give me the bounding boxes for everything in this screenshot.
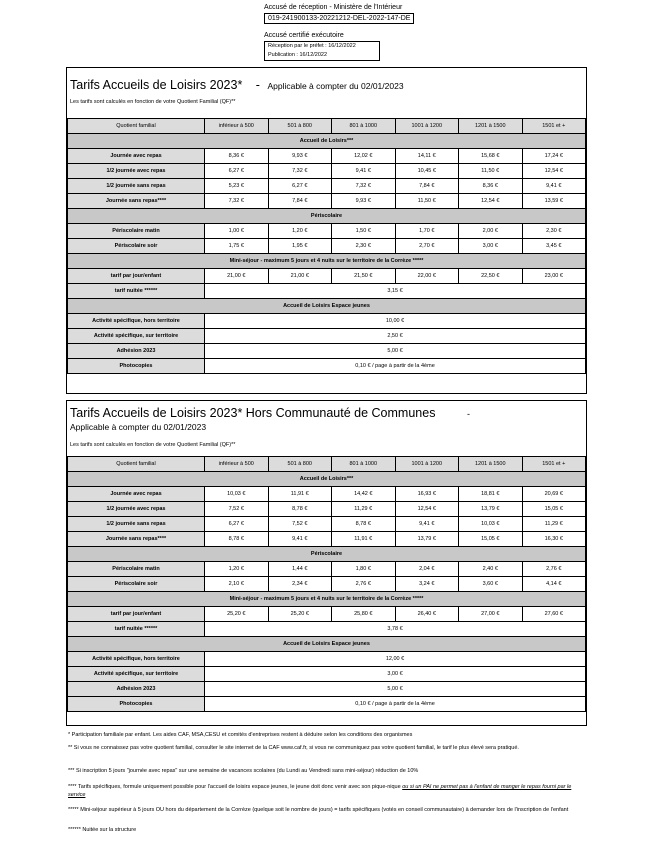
table-row: Photocopies 0,10 € / page à partir de la 4ème (68, 359, 586, 374)
table-row: 1/2 journée avec repas 7,52 € 8,78 € 11,29 € 12,54 € 13,79 € 15,05 € (68, 502, 586, 517)
table-row: Périscolaire soir 2,10 € 2,34 € 2,76 € 3,24 € 3,60 € 4,14 € (68, 577, 586, 592)
stamp-received: Réception par le préfet : 16/12/2022 (268, 43, 356, 49)
table-note: Les tarifs sont calculés en fonction de votre Quotient Familial (QF)** (70, 99, 236, 105)
table-row: Adhésion 2023 5,00 € (68, 344, 586, 359)
table-row: tarif nuitée ****** 3,78 € (68, 622, 586, 637)
table-row: Activité spécifique, sur territoire 3,00 € (68, 667, 586, 682)
tariff-grid (67, 118, 586, 374)
stamp-dates (264, 41, 380, 61)
footnote-2: ** Si vous ne connaissez pas votre quotient familial, consulter le site internet de la CAF www.caf.fr, si vous ne communiquez pas votre quotient familial, le tarif le plus élevé sera pratiqué. (68, 745, 519, 751)
table-row: Périscolaire matin 1,20 € 1,44 € 1,80 € 2,04 € 2,40 € 2,76 € (68, 562, 586, 577)
table-row: 1/2 journée sans repas 5,23 € 6,27 € 7,32 € 7,84 € 8,36 € 9,41 € (68, 179, 586, 194)
header-row: Quotient familial inférieur à 500 501 à 800 801 à 1000 1001 à 1200 1201 à 1500 1501 et + (68, 119, 586, 134)
table-row: tarif par jour/enfant 25,20 € 25,20 € 25,80 € 26,40 € 27,00 € 27,60 € (68, 607, 586, 622)
table-row: Activité spécifique, sur territoire 2,50 € (68, 329, 586, 344)
stamp-certified: Accusé certifié exécutoire (264, 32, 344, 39)
table-row: 1/2 journée avec repas 6,27 € 7,32 € 9,41 € 10,45 € 11,50 € 12,54 € (68, 164, 586, 179)
section-row: Accueil de Loisirs*** (68, 472, 586, 487)
reception-stamp (264, 3, 414, 24)
header-row: Quotient familial inférieur à 500 501 à 800 801 à 1000 1001 à 1200 1201 à 1500 1501 et + (68, 457, 586, 472)
section-row: Accueil de Loisirs Espace jeunes (68, 299, 586, 314)
stamp-reference: 019-241900133-20221212-DEL-2022-147-DE (264, 13, 414, 24)
table-subtitle: Applicable à compter du 02/01/2023 (70, 422, 207, 432)
table-row: Journée avec repas 8,36 € 9,93 € 12,02 € 14,11 € 15,68 € 17,24 € (68, 149, 586, 164)
table-row: Périscolaire matin 1,00 € 1,20 € 1,50 € 1,70 € 2,00 € 2,30 € (68, 224, 586, 239)
table-row: Adhésion 2023 5,00 € (68, 682, 586, 697)
table-row: Journée avec repas 10,03 € 11,91 € 14,42 € 16,93 € 18,81 € 20,69 € (68, 487, 586, 502)
table-row: Périscolaire soir 1,75 € 1,95 € 2,30 € 2,70 € 3,00 € 3,45 € (68, 239, 586, 254)
tariff-table-resident (66, 67, 587, 394)
footnote-1: * Participation familiale par enfant. Les aides CAF, MSA,CESU et comités d'entreprises restent à déduire selon les conditions des organismes (68, 732, 413, 738)
section-row: Mini-séjour - maximum 5 jours et 4 nuits sur le territoire de la Corrèze ***** (68, 254, 586, 269)
table-row: tarif nuitée ****** 3,15 € (68, 284, 586, 299)
table-row: 1/2 journée sans repas 6,27 € 7,52 € 8,78 € 9,41 € 10,03 € 11,29 € (68, 517, 586, 532)
table-row: Journée sans repas**** 7,32 € 7,84 € 9,93 € 11,50 € 12,54 € 13,59 € (68, 194, 586, 209)
section-row: Accueil de Loisirs*** (68, 134, 586, 149)
section-row: Périscolaire (68, 547, 586, 562)
footnote-6: ****** Nuitée sur la structure (68, 827, 137, 833)
section-row: Périscolaire (68, 209, 586, 224)
table-title: Tarifs Accueils de Loisirs 2023* - Applicable à compter du 02/01/2023 (70, 78, 404, 92)
footnote-4: **** Tarifs spécifiques, formule uniquement possible pour l'accueil de loisirs espace jeunes, le jeune doit donc venir avec son pique-nique ou si un PAI ne permet pas à l'enfant de manger le repas fourni par le service (68, 784, 572, 798)
tariff-grid (67, 456, 586, 712)
stamp-title: Accusé de réception - Ministère de l'Intérieur (264, 4, 403, 11)
stamp-published: Publication : 16/12/2022 (268, 52, 328, 58)
table-row: tarif par jour/enfant 21,00 € 21,00 € 21,50 € 22,00 € 22,50 € 23,00 € (68, 269, 586, 284)
table-row: Activité spécifique, hors territoire 12,00 € (68, 652, 586, 667)
table-row: Photocopies 0,10 € / page à partir de la 4ème (68, 697, 586, 712)
section-row: Mini-séjour - maximum 5 jours et 4 nuits sur le territoire de la Corrèze ***** (68, 592, 586, 607)
table-row: Activité spécifique, hors territoire 10,00 € (68, 314, 586, 329)
tariff-table-non-resident (66, 400, 587, 726)
table-row: Journée sans repas**** 8,78 € 9,41 € 11,91 € 13,79 € 15,05 € 16,30 € (68, 532, 586, 547)
section-row: Accueil de Loisirs Espace jeunes (68, 637, 586, 652)
certification-stamp (264, 31, 380, 61)
footnote-3: *** Si inscription 5 jours "journée avec repas" sur une semaine de vacances scolaires (du Lundi au Vendredi sans mini-séjour) réduction de 10% (68, 768, 419, 774)
table-title: Tarifs Accueils de Loisirs 2023* Hors Communauté de Communes - (70, 406, 470, 420)
footnote-5: ***** Mini-séjour supérieur à 5 jours OU hors du département de la Corrèze (quelque soit le nombre de jours) = tarifs spécifiques (votés en conseil communautaire) à demander lors de l'inscription de l'enfant (68, 807, 569, 813)
table-note: Les tarifs sont calculés en fonction de votre Quotient Familial (QF)** (70, 442, 236, 448)
